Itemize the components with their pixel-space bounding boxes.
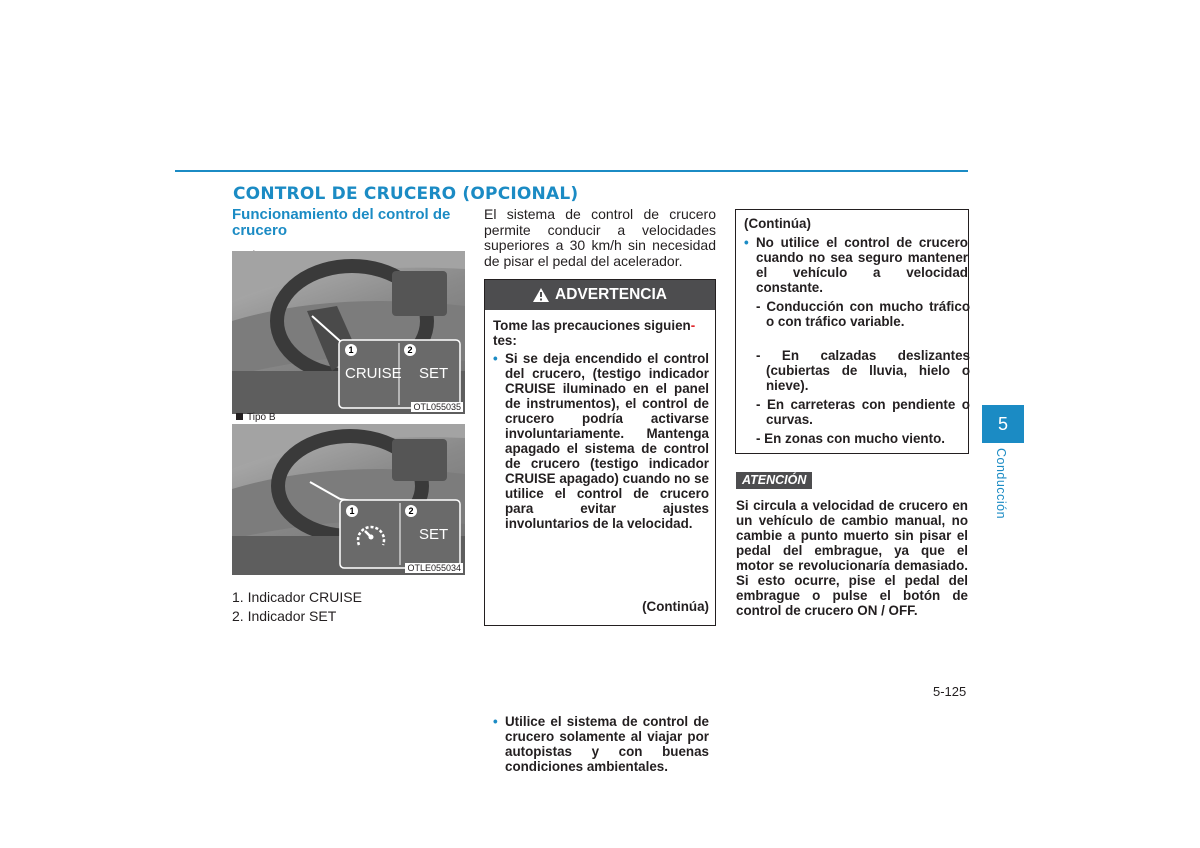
bullet-icon: •: [493, 351, 498, 366]
sub-heading: Funcionamiento del control de crucero: [232, 206, 451, 239]
badge-1: 1: [346, 505, 358, 517]
cruise-indicator-label: CRUISE: [345, 365, 402, 382]
legend-item-1: 1. Indicador CRUISE: [232, 589, 362, 605]
figure-b-label-text: Tipo B: [247, 412, 276, 423]
atencion-text: Si circula a velocidad de crucero en un vehículo de cambio manual, no cambie a punto muerto sin pisar el pedal del embrague, ya que el motor se revolucionaría demasiado. Si esto ocurre, pise el pedal del embrague o pulse el botón de control de crucero ON / OFF.: [736, 498, 968, 618]
bullet-icon: •: [493, 714, 498, 729]
continued-header: (Continúa): [744, 216, 811, 231]
figure-a-photo: [232, 251, 465, 414]
chapter-label: Conducción: [994, 448, 1008, 520]
warning-lead-text-2: tes:: [493, 333, 517, 348]
warning-bullet-2-text: Utilice el sistema de control de crucero solamente al viajar por autopistas y con buenas condiciones ambientales.: [505, 714, 709, 774]
continued-bullet-text: No utilice el control de crucero cuando no sea seguro mantener el vehículo a velocidad constante.: [756, 235, 968, 295]
warning-title: ADVERTENCIA: [555, 286, 667, 303]
intro-paragraph: El sistema de control de crucero permite conducir a velocidades superiores a 30 km/h sin necesidad de pisar el pedal del acelerador.: [484, 206, 716, 269]
figure-b-code: OTLE055034: [407, 563, 461, 573]
dashboard-illustration-b: [232, 424, 465, 575]
condition-item-3: - En carreteras con pendiente o curvas.: [756, 397, 970, 427]
set-indicator-label: SET: [419, 365, 449, 382]
figure-b-label: [236, 412, 276, 423]
warning-bullet-1-text: Si se deja encendido el control del crucero, (testigo indicador CRUISE iluminado en el panel de instrumentos), el control de crucero podría activarse involuntariamente. Mantenga apagado el sistema de control de crucero (testigo indicador CRUISE apagado) cuando no se utilice el control de crucero para evitar ajustes involuntarios de la velocidad.: [505, 351, 709, 531]
dashboard-illustration-a: [232, 251, 465, 414]
condition-item-1: - Conducción con mucho tráfico o con tráfico variable.: [756, 299, 970, 329]
bullet-icon: •: [744, 235, 749, 250]
badge-1: 1: [345, 344, 357, 356]
warning-bullet-2: [493, 714, 709, 774]
figure-a-code: OTL055035: [413, 402, 461, 412]
top-rule: [175, 170, 968, 172]
square-bullet-icon: [236, 413, 243, 420]
warning-lead-hyphen: -: [690, 318, 696, 333]
badge-2: 2: [404, 344, 416, 356]
atencion-tag: ATENCIÓN: [736, 472, 812, 489]
section-title: CONTROL DE CRUCERO (OPCIONAL): [233, 184, 579, 204]
continued-warning-box: [735, 209, 969, 454]
warning-bullet-1: [493, 351, 709, 531]
condition-item-4: - En zonas con mucho viento.: [756, 431, 945, 446]
cruise-speedometer-icon: [354, 520, 388, 550]
warning-header: [485, 280, 715, 310]
badge-2: 2: [405, 505, 417, 517]
page-number: 5-125: [933, 684, 967, 699]
warning-triangle-icon: [533, 288, 549, 302]
legend-item-2: 2. Indicador SET: [232, 608, 337, 624]
warning-lead-text: Tome las precauciones siguien: [493, 318, 691, 333]
condition-item-2: - En calzadas deslizantes (cubiertas de lluvia, hielo o nieve).: [756, 348, 970, 393]
warning-box: [484, 279, 716, 774]
continued-bullet: [744, 235, 968, 295]
chapter-tab: 5: [982, 405, 1024, 443]
figure-b-photo: [232, 424, 465, 575]
set-indicator-label: SET: [419, 526, 449, 543]
warning-continues: (Continúa): [642, 599, 709, 614]
warning-lead: [493, 318, 709, 348]
